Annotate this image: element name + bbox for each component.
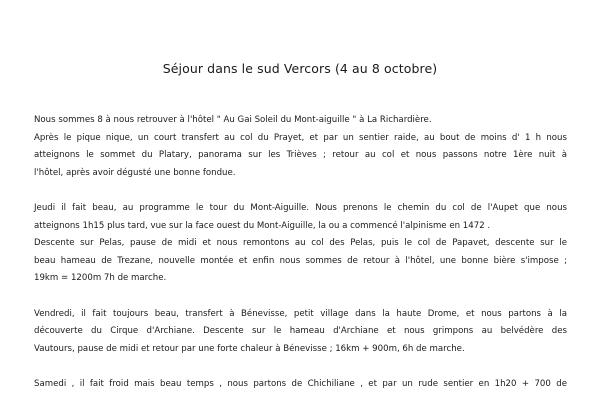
text-line: Après le pique nique, un court transfert au col du Prayet, et par un sentier raide, au bout de moins d' 1 h nous xyxy=(34,132,567,143)
text-line: Nous sommes 8 à nous retrouver à l'hôtel " Au Gai Soleil du Mont-aiguille " à La Richardière. xyxy=(34,115,432,125)
paragraph-thursday xyxy=(34,200,567,288)
paragraph-friday xyxy=(34,306,567,359)
text-line: 19km = 1200m 7h de marche. xyxy=(34,273,167,284)
text-line: l'hôtel, après avoir dégusté une bonne fondue. xyxy=(34,167,236,178)
paragraph-saturday xyxy=(34,376,567,394)
text-line: Vendredi, il fait toujours beau, transfert à Bénevisse, petit village dans la haute Drome, et nous partons à la xyxy=(34,308,567,319)
text-line: atteignons le sommet du Platary, panorama sur les Trièves ; retour au col et nous passons notre 1ère nuit à xyxy=(34,150,567,161)
text-line: Descente sur Pelas, pause de midi et nous remontons au col des Pelas, puis le col de Papavet, descente sur le xyxy=(34,238,567,249)
text-line: beau hameau de Trezane, nouvelle montée et enfin nous sommes de retour à l'hôtel, une bonne bière s'impose ; xyxy=(34,255,567,266)
document-title: Séjour dans le sud Vercors (4 au 8 octobre) xyxy=(162,61,438,76)
text-line: découverte du Cirque d'Archiane. Descente sur le hameau d'Archiane et nous grimpons au belvédère des xyxy=(34,326,567,337)
text-line: Samedi , il fait froid mais beau temps , nous partons de Chichiliane , et par un rude sentier en 1h20 + 700 de xyxy=(34,378,567,389)
document-body xyxy=(34,112,567,411)
paragraph-arrival xyxy=(34,112,567,182)
text-line: Vautours, pause de midi et retour par une forte chaleur à Bénevisse ; 16km + 900m, 6h de marche. xyxy=(34,343,465,354)
text-line: atteignons 1h15 plus tard, vue sur la face ouest du Mont-Aiguille, la ou a commencé l'alpinisme en 1472 . xyxy=(34,220,491,231)
text-line: Jeudi il fait beau, au programme le tour du Mont-Aiguille. Nous prenons le chemin du col de l'Aupet que nous xyxy=(34,202,567,213)
